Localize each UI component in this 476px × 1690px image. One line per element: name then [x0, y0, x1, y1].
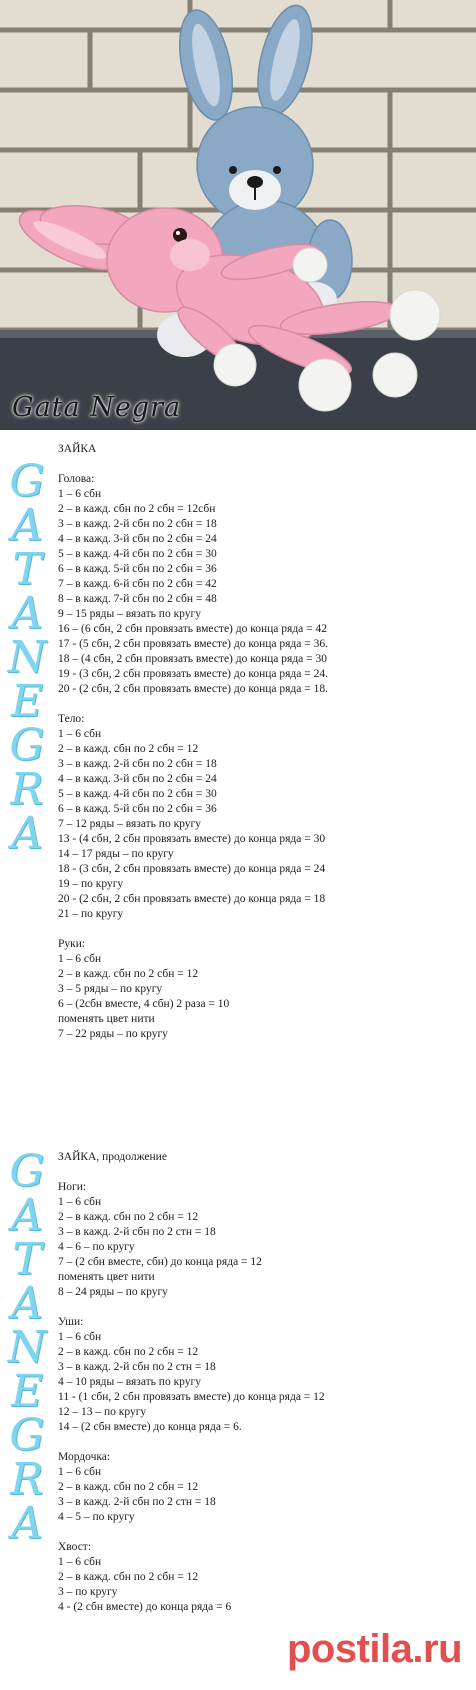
recipe-row: 8 – в кажд. 7-й сбн по 2 сбн = 48	[58, 593, 217, 605]
recipe-section	[58, 937, 328, 1042]
recipe-page-2	[0, 1146, 476, 1630]
recipe-row: 3 – 5 ряды – по кругу	[58, 983, 163, 995]
recipe-row: 8 – 24 ряды – по кругу	[58, 1286, 168, 1298]
photo-watermark-caption: Gata Negra	[12, 392, 182, 423]
recipe-row: 1 – 6 сбн	[58, 1556, 102, 1568]
footer-tld: ru	[423, 1627, 462, 1671]
logo-letter: T	[12, 1234, 42, 1285]
recipe-row: 6 – в кажд. 5-й сбн по 2 сбн = 36	[58, 803, 217, 815]
recipe-row: 6 – в кажд. 5-й сбн по 2 сбн = 36	[58, 563, 217, 575]
recipe-row: 19 - (3 сбн, 2 сбн провязать вместе) до конца ряда = 24.	[58, 668, 328, 680]
recipe-row: 4 – 10 ряды – вязать по кругу	[58, 1376, 201, 1388]
amigurumi-photo	[0, 0, 476, 430]
recipe-row: 3 – в кажд. 2-й сбн по 2 сбн = 18	[58, 518, 217, 530]
recipe-row: 3 – в кажд. 2-й сбн по 2 стн = 18	[58, 1496, 216, 1508]
recipe-row: 2 – в кажд. сбн по 2 сбн = 12	[58, 1481, 199, 1493]
logo-letter: T	[12, 544, 42, 595]
section-heading: Мордочка:	[58, 1451, 111, 1463]
logo-letter: A	[11, 588, 43, 639]
recipe-row: 21 – по кругу	[58, 908, 124, 920]
section-heading: Хвост:	[58, 1541, 92, 1553]
logo-letter: A	[11, 1278, 43, 1329]
recipe-row: 1 – 6 сбн	[58, 1331, 102, 1343]
recipe-row: 16 – (6 сбн, 2 сбн провязать вместе) до конца ряда = 42	[58, 623, 328, 635]
side-logo-vertical	[4, 1146, 50, 1550]
recipe-row: 13 - (4 сбн, 2 сбн провязать вместе) до конца ряда = 30	[58, 833, 326, 845]
footer-dot: .	[412, 1627, 423, 1671]
postila-watermark	[287, 1627, 462, 1672]
recipe-row: 1 – 6 сбн	[58, 1196, 102, 1208]
section-heading: Ноги:	[58, 1181, 87, 1193]
recipe-title: ЗАЙКА, продолжение	[58, 1151, 167, 1163]
recipe-row: 5 – в кажд. 4-й сбн по 2 сбн = 30	[58, 548, 217, 560]
recipe-row: 3 – в кажд. 2-й сбн по 2 сбн = 18	[58, 758, 217, 770]
recipe-row: 4 – 5 – по кругу	[58, 1511, 135, 1523]
recipe-row: 19 – по кругу	[58, 878, 124, 890]
recipe-row: 3 – по кругу	[58, 1586, 118, 1598]
recipe-row: 1 – 6 сбн	[58, 953, 102, 965]
recipe-section	[58, 1450, 325, 1525]
recipe-row: 11 - (1 сбн, 2 сбн провязать вместе) до конца ряда = 12	[58, 1391, 325, 1403]
recipe-row: 2 – в кажд. сбн по 2 сбн = 12	[58, 968, 199, 980]
recipe-row: 14 – 17 ряды – по кругу	[58, 848, 174, 860]
side-logo-vertical	[4, 456, 50, 860]
recipe-row: 3 – в кажд. 2-й сбн по 2 стн = 18	[58, 1361, 216, 1373]
recipe-row: 1 – 6 сбн	[58, 728, 102, 740]
recipe-row: 2 – в кажд. сбн по 2 сбн = 12	[58, 1211, 199, 1223]
section-heading: Руки:	[58, 938, 86, 950]
logo-letter: R	[10, 1454, 44, 1505]
recipe-row: поменять цвет нити	[58, 1013, 155, 1025]
recipe-row: 5 – в кажд. 4-й сбн по 2 сбн = 30	[58, 788, 217, 800]
recipe-row: 18 - (3 сбн, 2 сбн провязать вместе) до конца ряда = 24	[58, 863, 326, 875]
recipe-row: 17 - (5 сбн, 2 сбн провязать вместе) до конца ряда = 36.	[58, 638, 328, 650]
footer-site: postila	[286, 1627, 413, 1671]
recipe-row: 7 – 22 ряды – по кругу	[58, 1028, 168, 1040]
recipe-section	[58, 1540, 325, 1615]
recipe-row: 4 – в кажд. 3-й сбн по 2 сбн = 24	[58, 533, 217, 545]
recipe-row: 3 – в кажд. 2-й сбн по 2 стн = 18	[58, 1226, 216, 1238]
recipe-row: 2 – в кажд. сбн по 2 сбн = 12	[58, 1571, 199, 1583]
logo-letter: A	[11, 808, 43, 859]
recipe-row: 12 – 13 – по кругу	[58, 1406, 147, 1418]
recipe-row: 20 - (2 сбн, 2 сбн провязать вместе) до конца ряда = 18.	[58, 683, 328, 695]
section-heading: Голова:	[58, 473, 95, 485]
logo-letter: G	[9, 1410, 45, 1461]
recipe-text-2	[58, 1150, 325, 1630]
logo-letter: A	[11, 500, 43, 551]
logo-letter: A	[11, 1498, 43, 1549]
logo-letter: G	[9, 456, 45, 507]
recipe-row: 7 – (2 сбн вместе, сбн) до конца ряда = 12	[58, 1256, 262, 1268]
recipe-row: 2 – в кажд. сбн по 2 сбн = 12	[58, 1346, 199, 1358]
recipe-row: 20 - (2 сбн, 2 сбн провязать вместе) до конца ряда = 18	[58, 893, 326, 905]
recipe-row: 4 – 6 – по кругу	[58, 1241, 135, 1253]
recipe-row: 7 – в кажд. 6-й сбн по 2 сбн = 42	[58, 578, 217, 590]
recipe-row: 4 – в кажд. 3-й сбн по 2 сбн = 24	[58, 773, 217, 785]
logo-letter: E	[10, 1366, 44, 1417]
recipe-section	[58, 1180, 325, 1300]
recipe-row: 2 – в кажд. сбн по 2 сбн = 12сбн	[58, 503, 216, 515]
recipe-row: 7 – 12 ряды – вязать по кругу	[58, 818, 201, 830]
recipe-row: 1 – 6 сбн	[58, 488, 102, 500]
recipe-section	[58, 712, 328, 922]
section-heading: Тело:	[58, 713, 85, 725]
logo-letter: A	[11, 1190, 43, 1241]
recipe-title: ЗАЙКА	[58, 443, 97, 455]
recipe-row: 18 – (4 сбн, 2 сбн провязать вместе) до конца ряда = 30	[58, 653, 328, 665]
logo-letter: N	[7, 632, 47, 683]
logo-letter: G	[9, 1146, 45, 1197]
recipe-row: 9 – 15 ряды – вязать по кругу	[58, 608, 201, 620]
logo-letter: R	[10, 764, 44, 815]
recipe-text-1	[58, 442, 328, 1057]
recipe-row: 14 – (2 сбн вместе) до конца ряда = 6.	[58, 1421, 242, 1433]
logo-letter: E	[10, 676, 44, 727]
recipe-page-1	[0, 430, 476, 1150]
logo-letter: N	[7, 1322, 47, 1373]
recipe-section	[58, 1315, 325, 1435]
section-heading: Уши:	[58, 1316, 84, 1328]
logo-letter: G	[9, 720, 45, 771]
recipe-row: 1 – 6 сбн	[58, 1466, 102, 1478]
recipe-section	[58, 472, 328, 697]
bunnies-illustration	[0, 0, 476, 430]
recipe-row: 6 – (2сбн вместе, 4 сбн) 2 раза = 10	[58, 998, 230, 1010]
recipe-row: 2 – в кажд. сбн по 2 сбн = 12	[58, 743, 199, 755]
recipe-row: 4 - (2 сбн вместе) до конца ряда = 6	[58, 1601, 232, 1613]
recipe-row: поменять цвет нити	[58, 1271, 155, 1283]
